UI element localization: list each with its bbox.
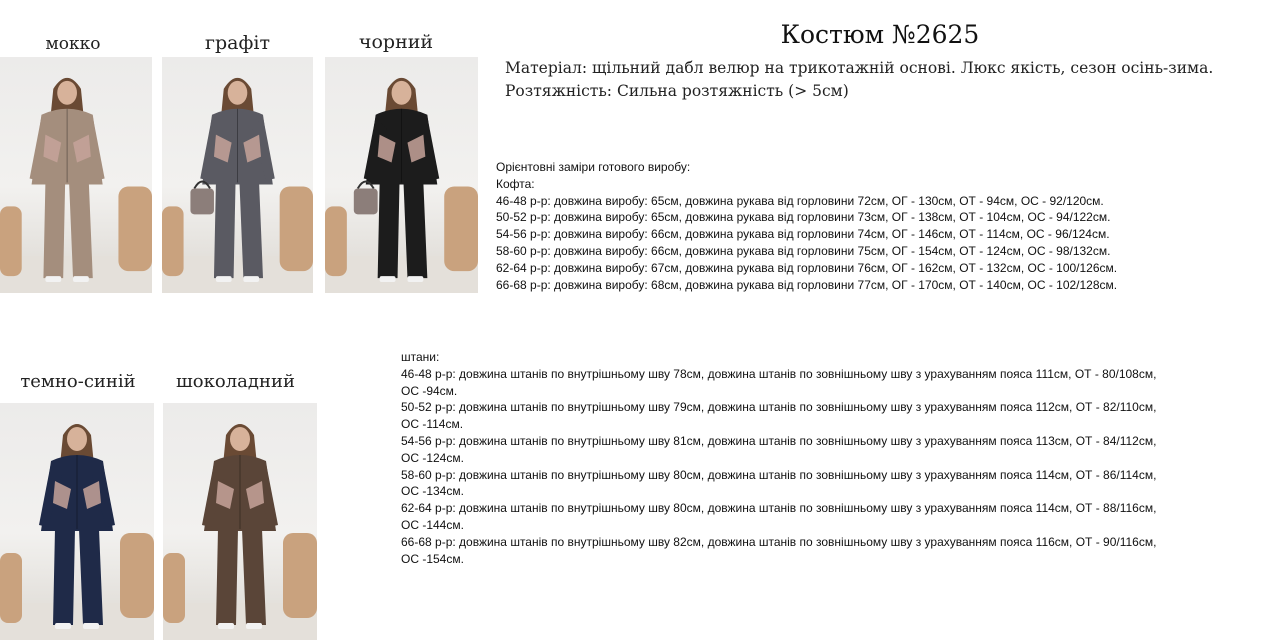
pants-size-row: 62-64 р-р: довжина штанів по внутрішньому шву 80см, довжина штанів по зовнішньому шву з урахуванням пояса 114см, ОТ - 88/116см, ОС -144см. xyxy=(401,501,1157,532)
product-title: Костюм №2625 xyxy=(780,20,980,49)
jacket-size-row: 46-48 р-р: довжина виробу: 65см, довжина рукава від горловини 72см, ОГ - 130см, ОТ - 94см, ОС - 92/120см. xyxy=(496,193,1104,208)
pants-size-row: 54-56 р-р: довжина штанів по внутрішньому шву 81см, довжина штанів по зовнішньому шву з урахуванням пояса 113см, ОТ - 84/112см, ОС -124см. xyxy=(401,433,1157,465)
jacket-measurements xyxy=(496,159,1236,293)
product-photo-grafit xyxy=(162,57,313,293)
jacket-size-row: 66-68 р-р: довжина виробу: 68см, довжина рукава від горловини 77см, ОГ - 170см, ОТ - 140см, ОС - 102/128см. xyxy=(496,277,1118,292)
color-label-chornyi: чорний xyxy=(358,31,434,53)
color-label-grafit: графіт xyxy=(205,32,270,54)
color-label-mokko: мокко xyxy=(45,34,101,54)
pants-heading: штани: xyxy=(401,350,440,364)
pants-size-row: 50-52 р-р: довжина штанів по внутрішньому шву 79см, довжина штанів по зовнішньому шву з урахуванням пояса 112см, ОТ - 82/110см, ОС -114см. xyxy=(401,400,1157,432)
product-photo-mokko xyxy=(0,57,152,293)
jacket-size-row: 54-56 р-р: довжина виробу: 66см, довжина рукава від горловини 74см, ОГ - 146см, ОТ - 114см, ОС - 96/124см. xyxy=(496,227,1110,242)
product-photo-shokoladnyi xyxy=(163,403,317,640)
pants-measurements xyxy=(401,349,1171,567)
color-label-temno-synii: темно-синій xyxy=(20,371,136,392)
stretch-text: Розтяжність: Сильна розтяжність (> 5см) xyxy=(505,82,849,100)
pants-size-row: 58-60 р-р: довжина штанів по внутрішньому шву 80см, довжина штанів по зовнішньому шву з урахуванням пояса 114см, ОТ - 86/114см, ОС -134см. xyxy=(401,467,1157,499)
material-text: Матеріал: щільний дабл велюр на трикотажній основі. Люкс якість, сезон осінь-зима. xyxy=(505,59,1214,77)
color-label-shokoladnyi: шоколадний xyxy=(176,371,295,392)
jacket-heading: Кофта: xyxy=(496,176,535,191)
jacket-size-row: 50-52 р-р: довжина виробу: 65см, довжина рукава від горловини 73см, ОГ - 138см, ОТ - 104см, ОС - 94/122см. xyxy=(496,210,1111,225)
product-photo-temno-synii xyxy=(0,403,154,640)
measurements-intro: Орієнтовні заміри готового виробу: xyxy=(496,160,691,174)
pants-size-row: 66-68 р-р: довжина штанів по внутрішньому шву 82см, довжина штанів по зовнішньому шву з урахуванням пояса 116см, ОТ - 90/116см, ОС -154см. xyxy=(401,534,1157,566)
jacket-size-row: 62-64 р-р: довжина виробу: 67см, довжина рукава від горловини 76см, ОГ - 162см, ОТ - 132см, ОС - 100/126см. xyxy=(496,260,1118,275)
product-photo-chornyi xyxy=(325,57,478,293)
jacket-size-row: 58-60 р-р: довжина виробу: 66см, довжина рукава від горловини 75см, ОГ - 154см, ОТ - 124см, ОС - 98/132см. xyxy=(496,243,1111,258)
pants-size-row: 46-48 р-р: довжина штанів по внутрішньому шву 78см, довжина штанів по зовнішньому шву з урахуванням пояса 111см, ОТ - 80/108см, ОС -94см. xyxy=(401,366,1157,398)
